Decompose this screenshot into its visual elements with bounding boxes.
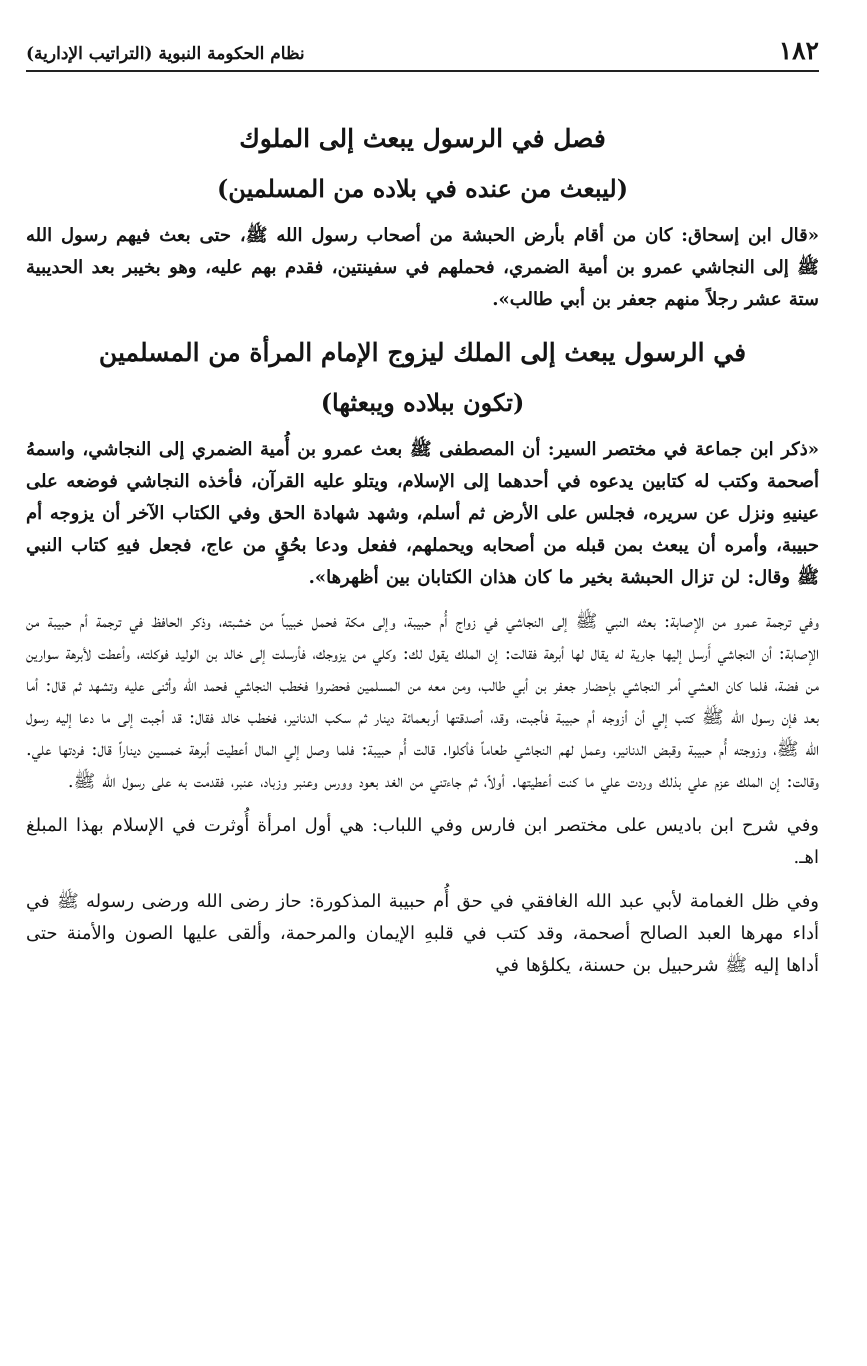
page-number: ١٨٢ xyxy=(778,36,819,65)
body-paragraph: وفي شرح ابن باديس على مختصر ابن فارس وفي اللباب: هي أول امرأة أُوثرت في الإسلام بهذا المبلغ اهـ. xyxy=(26,815,819,868)
body-paragraph: وفي ظل الغمامة لأبي عبد الله الغافقي في حق أُم حبيبة المذكورة: حاز رضى الله ورضى رسوله ﷺ في أداء مهرها العبد الصالح أصحمة، وقد كتب في قلبهِ الإيمان والمرحمة، وألقى عليها الصون والأمنة حتى أداها إليه ﷺ شرحبيل بن حسنة، يكلؤها في xyxy=(26,891,819,976)
page-header xyxy=(26,30,819,72)
section-subtitle: (ليبعث من عنده في بلاده من المسلمين) xyxy=(216,174,629,203)
running-title: نظام الحكومة النبوية (التراتيب الإدارية) xyxy=(26,44,305,64)
section-subtitle: (تكون ببلاده ويبعثها) xyxy=(320,388,525,417)
quoted-paragraph: «ذكر ابن جماعة في مختصر السير: أن المصطفى ﷺ بعث عمرو بن أُمية الضمري إلى النجاشي، واسمهُ أصحمة وكتب له كتابين يدعوه في أحدهما إلى الإسلام، ويتلو عليه القرآن، فأخذه النجاشي فوضعه على عينيهِ ونزل عن سريره، فجلس على الأرض ثم أسلم، وشهد شهادة الحق وفي الكتاب الآخر أن يزوجه أم حبيبة، وأمره أن يبعث بمن قبله من أصحابه ويحملهم، ففعل ودعا بحُقٍ من عاج، فجعل فيهِ كتاب النبي ﷺ وقال: لن تزال الحبشة بخير ما كان هذان الكتابان بين أظهرها». xyxy=(26,439,819,588)
body-paragraph: وفي ترجمة عمرو من الإصابة: بعثه النبي ﷺ إلى النجاشي في زواج أُم حبيبة، وإلى مكة فحمل خبيباً من خشبته، وذكر الحافظ في ترجمة أم حبيبة من الإصابة: أن النجاشي أَرسل إليها جارية له يقال لها أبرهة فقالت: إن الملك يقول لك: وكلي من يزوجك، فأرسلت إلى خالد بن الوليد فوكلته، وأعطت لأبرهة سوارين من فضة، فلما كان العشي أمر النجاشي بإحضار جعفر بن أبي طالب، ومن معه من المسلمين فحضروا فخطب النجاشي فحمد الله وأثنى عليه وتشهد ثم قال: أما بعد فإن رسول الله ﷺ كتب إلي أن أزوجه أم حبيبة فأجبت، وقد، أصدقتها أربعمائة دينار ثم سكب الدنانير، فخطب خالد فقال: قد أجبت إلى ما دعا إليه رسول الله ﷺ، وزوجته أُم حبيبة وقبض الدنانير، وعمل لهم النجاشي طعاماً فأكلوا. قالت أُم حبيبة: فلما وصل إلي المال أعطيت أبرهة خمسين ديناراً قال: فردتها علي. وقالت: إن الملك عزم علي بذلك وردت علي ما كنت أعطيتها. أولاً، ثم جاءتني من الغد بعود وورس وعنبر وزباد، عنبر، فقدمت به على رسول الله ﷺ. xyxy=(26,611,819,792)
quoted-paragraph: «قال ابن إسحاق: كان من أقام بأرض الحبشة من أصحاب رسول الله ﷺ، حتى بعث فيهم رسول الله ﷺ إلى النجاشي عمرو بن أمية الضمري، فحملهم في سفينتين، فقدم بهم عليه، وهو بخيبر بعد الحديبية ستة عشر رجلاً منهم جعفر بن أبي طالب». xyxy=(26,225,819,310)
section-title: فصل في الرسول يبعث إلى الملوك xyxy=(239,124,606,153)
section-title: في الرسول يبعث إلى الملك ليزوج الإمام المرأة من المسلمين xyxy=(98,338,747,367)
